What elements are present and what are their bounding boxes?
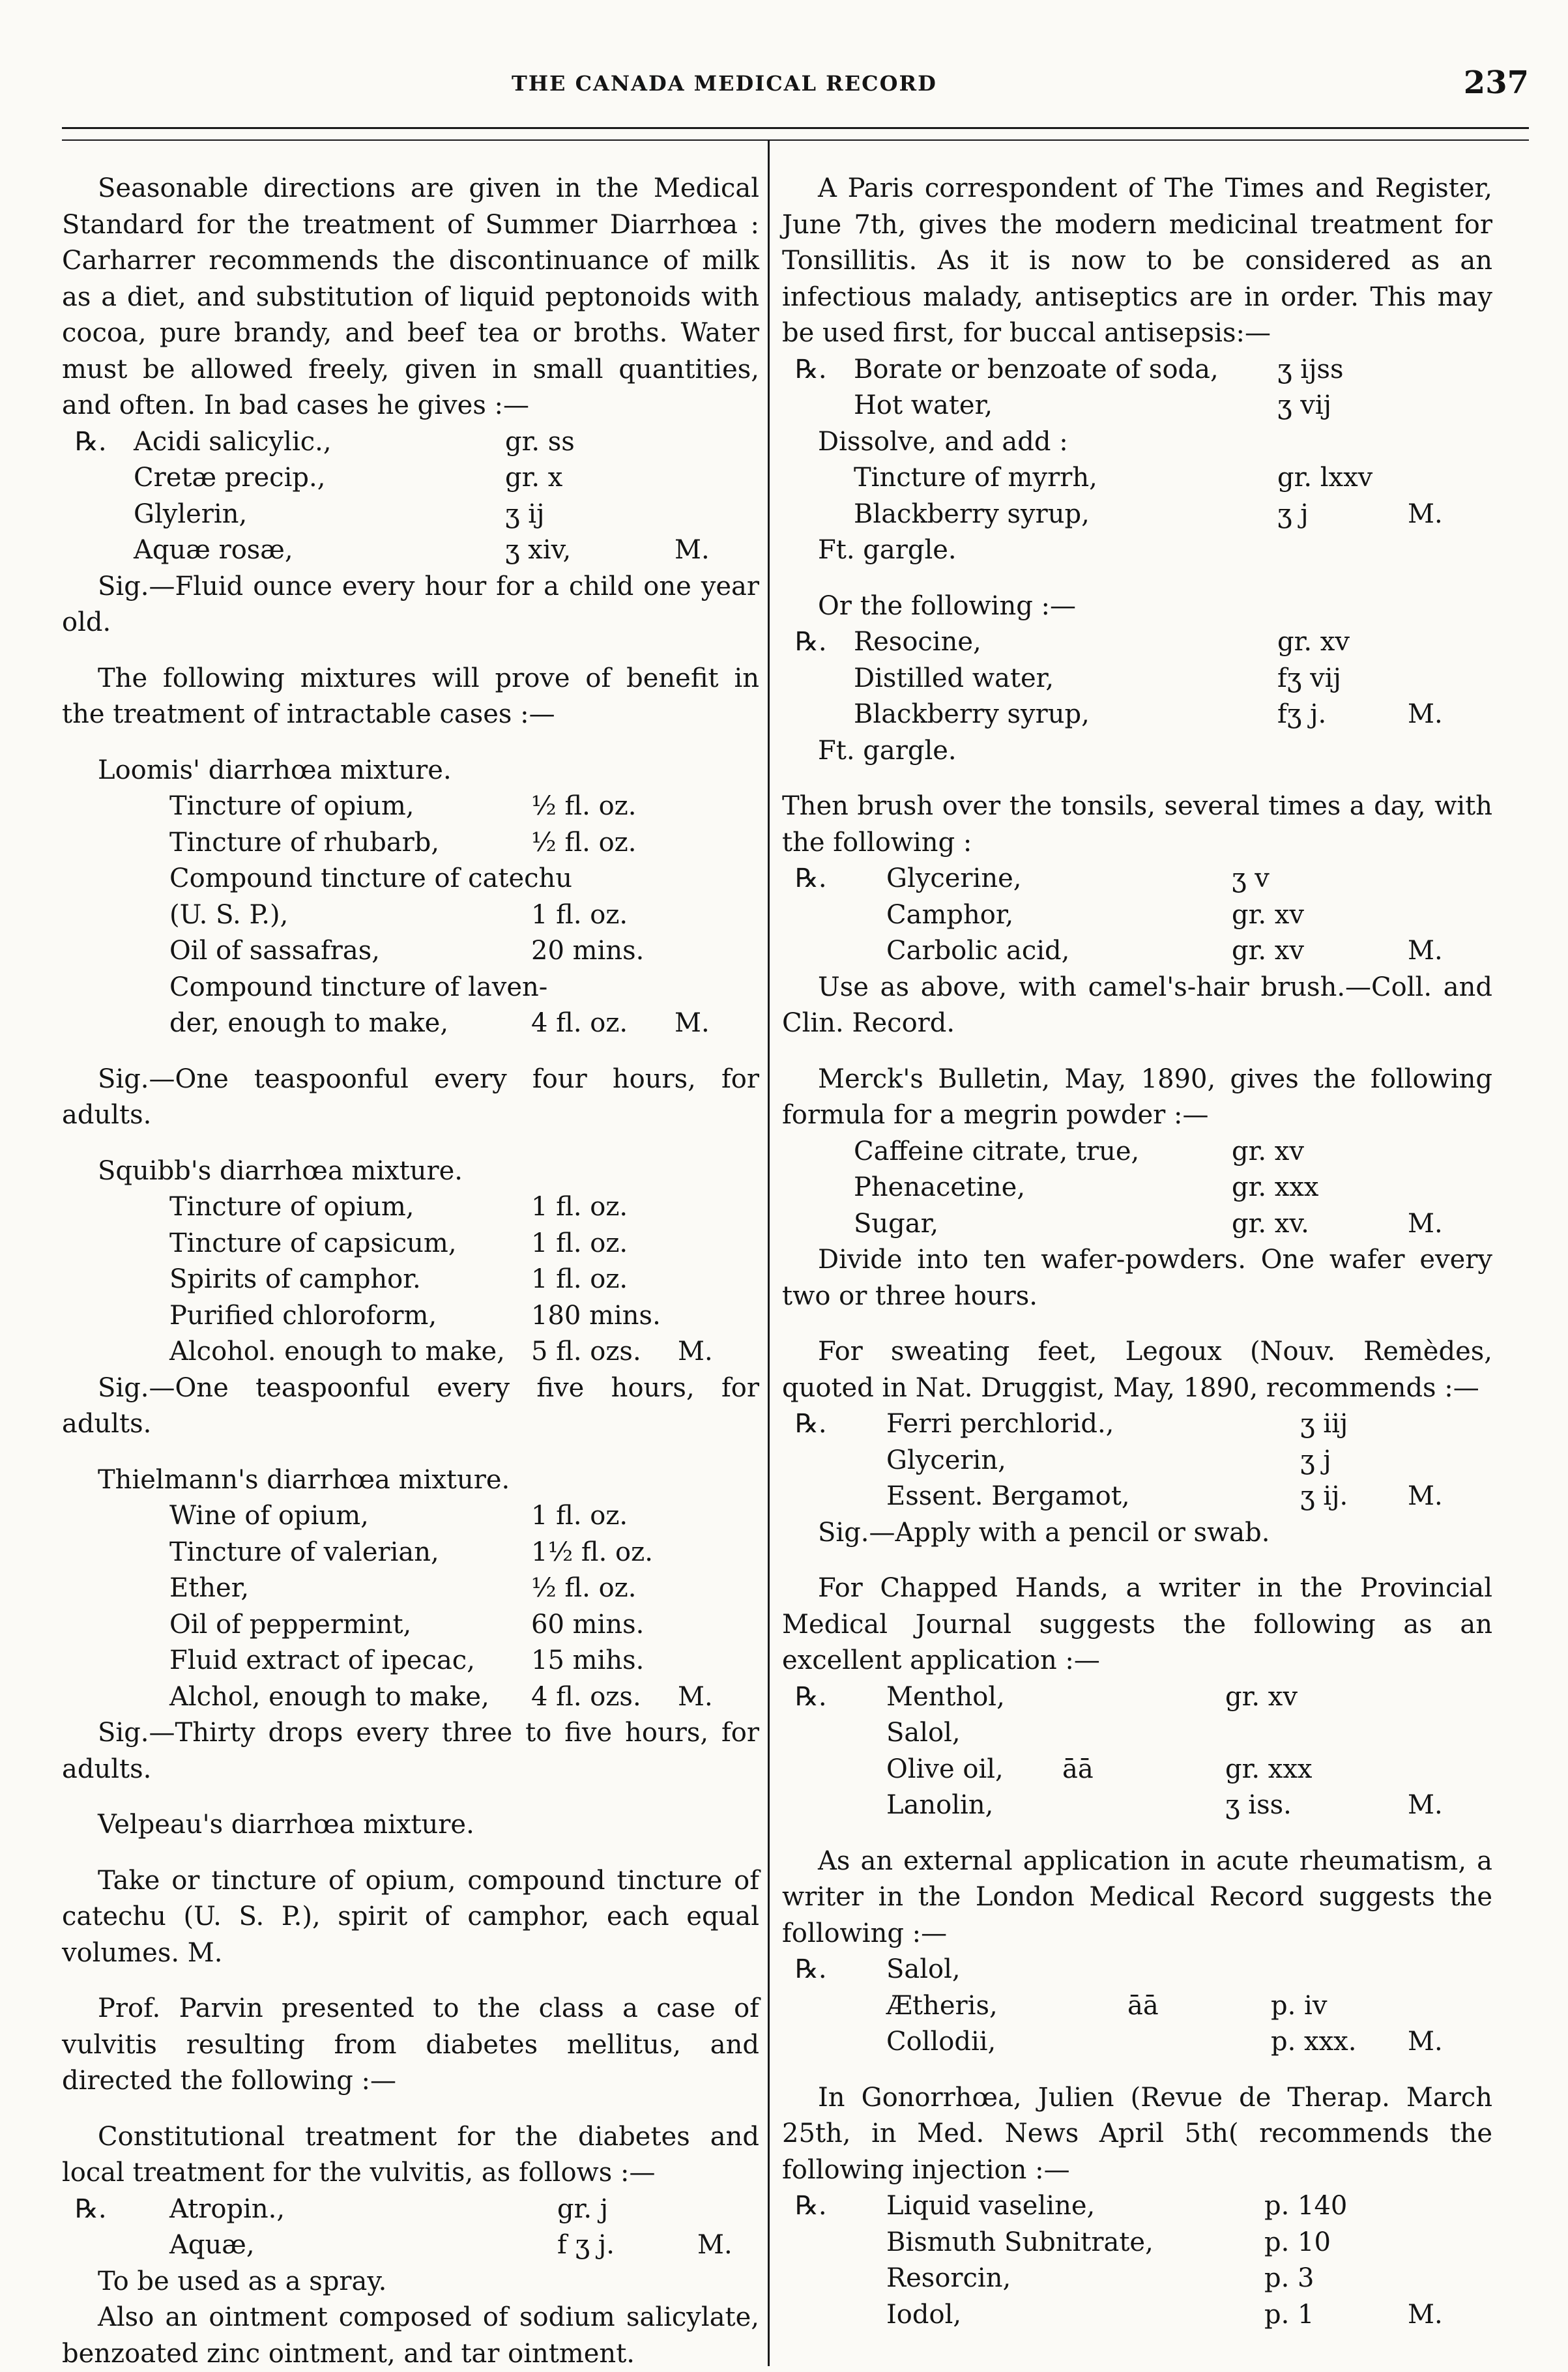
ingredient: Menthol, <box>886 1681 1005 1712</box>
paragraph: Then brush over the tonsils, several times a day, with the following : <box>782 791 1492 858</box>
dose: gr. xxx <box>1232 1172 1319 1202</box>
prescription-line <box>782 1134 1492 1170</box>
prescription-line <box>782 861 1492 897</box>
ingredient: Oil of peppermint, <box>169 1609 412 1640</box>
prescription-line <box>782 624 1492 661</box>
prescription-line <box>782 1406 1492 1443</box>
ana-mark: āā <box>1062 1754 1094 1784</box>
prescription-line <box>62 1498 759 1535</box>
prescription-line <box>62 2227 759 2264</box>
prescription-line <box>782 933 1492 970</box>
formula-title: Thielmann's diarrhœa mixture. <box>98 1464 510 1495</box>
prescription-line <box>782 1479 1492 1515</box>
ingredient: Tincture of opium, <box>169 791 414 821</box>
dose: gr. xxx <box>1225 1754 1313 1784</box>
ingredient: Borate or benzoate of soda, <box>854 354 1219 384</box>
prescription-line <box>62 933 759 970</box>
ingredient: Aquæ, <box>169 2230 255 2260</box>
dose: 1 fl. oz. <box>531 899 628 930</box>
dose: ʒ v <box>1232 863 1270 893</box>
signature-direction: Sig.—One teaspoonful every four hours, for adults. <box>62 1063 759 1130</box>
ingredient: Sugar, <box>854 1208 939 1239</box>
ingredient: Ferri perchlorid., <box>886 1409 1114 1439</box>
dose: 4 fl. ozs. <box>531 1681 641 1712</box>
prescription-line <box>782 661 1492 697</box>
prescription-line <box>62 460 759 497</box>
recipe-symbol: ℞. <box>75 2193 107 2224</box>
prescription <box>782 1952 1492 2061</box>
ingredient: Resorcin, <box>886 2263 1011 2293</box>
dose: 1½ fl. oz. <box>531 1537 653 1567</box>
paragraph: Merck's Bulletin, May, 1890, gives the following formula for a megrin powder :— <box>782 1063 1492 1130</box>
ingredient: Tincture of capsicum, <box>169 1228 457 1258</box>
dose: gr. xv <box>1277 627 1350 657</box>
prescription-line <box>62 1298 759 1335</box>
prescription-line <box>782 1752 1492 1788</box>
prescription <box>782 624 1492 733</box>
prescription-line <box>782 897 1492 934</box>
prescription-line <box>782 1787 1492 1824</box>
recipe-symbol: ℞. <box>795 354 827 384</box>
paragraph: Dissolve, and add : <box>818 426 1068 457</box>
misce-mark: M. <box>697 2230 733 2260</box>
paragraph: To be used as a spray. <box>98 2266 387 2296</box>
recipe-symbol: ℞. <box>75 426 107 457</box>
prescription <box>62 1189 759 1370</box>
dose: 15 mihs. <box>531 1645 645 1675</box>
prescription-line <box>782 1443 1492 1479</box>
prescription-line <box>62 1005 759 1042</box>
recipe-symbol: ℞. <box>795 863 827 893</box>
dose: f ʒ j. <box>557 2230 615 2260</box>
prescription-line <box>782 2297 1492 2334</box>
misce-mark: M. <box>1408 699 1443 729</box>
ingredient: Salol, <box>886 1718 961 1748</box>
signature-direction: Sig.—Apply with a pencil or swab. <box>818 1517 1270 1548</box>
ingredient: Acidi salicylic., <box>134 426 332 457</box>
dose: ʒ j <box>1277 499 1309 529</box>
ingredient: Distilled water, <box>854 663 1054 693</box>
prescription-line <box>782 497 1492 533</box>
prescription-line <box>62 861 759 897</box>
ingredient: Tincture of valerian, <box>169 1537 439 1567</box>
prescription-line <box>62 1535 759 1571</box>
misce-mark: M. <box>1408 1481 1443 1511</box>
dose: p. xxx. <box>1271 2027 1357 2057</box>
dose: p. iv <box>1271 1990 1328 2021</box>
dose: 60 mins. <box>531 1609 645 1640</box>
dose: 1 fl. oz. <box>531 1192 628 1222</box>
dose: ʒ vij <box>1277 390 1332 420</box>
header-rule-thin <box>62 139 1529 141</box>
paragraph: For Chapped Hands, a writer in the Provincial Medical Journal suggests the following as an excellent application :— <box>782 1573 1492 1675</box>
formula-title: Velpeau's diarrhœa mixture. <box>98 1810 474 1840</box>
recipe-symbol: ℞. <box>795 1954 827 1984</box>
ingredient: (U. S. P.), <box>169 899 289 930</box>
paragraph: Also an ointment composed of sodium salicylate, benzoated zinc ointment, and tar ointment. <box>62 2302 759 2369</box>
prescription <box>62 424 759 569</box>
ingredient: Olive oil, <box>886 1754 1004 1784</box>
ingredient: Wine of opium, <box>169 1501 369 1531</box>
misce-mark: M. <box>678 1681 713 1712</box>
ingredient: Phenacetine, <box>854 1172 1026 1202</box>
misce-mark: M. <box>675 535 710 565</box>
paragraph: Ft. gargle. <box>818 535 957 565</box>
recipe-symbol: ℞. <box>795 1409 827 1439</box>
prescription-line <box>782 2024 1492 2061</box>
running-head: THE CANADA MEDICAL RECORD <box>512 71 937 96</box>
ingredient: Blackberry syrup, <box>854 699 1090 729</box>
paragraph: Ft. gargle. <box>818 735 957 766</box>
dose: gr. xv <box>1232 899 1304 930</box>
dose: 1 fl. oz. <box>531 1264 628 1294</box>
paragraph: Or the following :— <box>818 590 1076 621</box>
prescription-line <box>62 1643 759 1679</box>
ingredient: Hot water, <box>854 390 993 420</box>
ingredient: Tincture of rhubarb, <box>169 827 440 858</box>
dose: ʒ j <box>1300 1445 1331 1475</box>
prescription-line <box>782 352 1492 388</box>
misce-mark: M. <box>678 1337 713 1367</box>
ingredient: Tincture of myrrh, <box>854 463 1097 493</box>
prescription-line <box>62 1262 759 1298</box>
paragraph: As an external application in acute rheumatism, a writer in the London Medical Record suggests the following :— <box>782 1845 1492 1948</box>
misce-mark: M. <box>1408 2027 1443 2057</box>
prescription <box>782 1134 1492 1243</box>
paragraph: In Gonorrhœa, Julien (Revue de Therap. March 25th, in Med. News April 5th( recommends the following injection :— <box>782 2082 1492 2185</box>
paragraph: The following mixtures will prove of benefit in the treatment of intractable cases :— <box>62 663 759 729</box>
prescription <box>782 1406 1492 1515</box>
misce-mark: M. <box>1408 1790 1443 1820</box>
prescription-line <box>62 1570 759 1607</box>
dose: 4 fl. oz. <box>531 1008 628 1038</box>
ingredient: Glycerine, <box>886 863 1022 893</box>
ingredient: Atropin., <box>169 2193 285 2224</box>
prescription-line <box>62 424 759 461</box>
ingredient: Alcohol. enough to make, <box>169 1337 505 1367</box>
signature-direction: Sig.—Thirty drops every three to five hours, for adults. <box>62 1718 759 1784</box>
dose: gr. xv <box>1232 1136 1304 1166</box>
ingredient: Ætheris, <box>886 1990 998 2021</box>
ingredient: Carbolic acid, <box>886 936 1070 966</box>
dose: p. 1 <box>1264 2299 1314 2330</box>
ingredient: Oil of sassafras, <box>169 936 380 966</box>
dose: p. 140 <box>1264 2191 1348 2221</box>
dose: p. 3 <box>1264 2263 1314 2293</box>
prescription <box>782 352 1492 424</box>
recipe-symbol: ℞. <box>795 627 827 657</box>
paragraph: Divide into ten wafer-powders. One wafer every two or three hours. <box>782 1245 1492 1311</box>
ingredient: Fluid extract of ipecac, <box>169 1645 475 1675</box>
dose: p. 10 <box>1264 2227 1331 2257</box>
paragraph: For sweating feet, Legoux (Nouv. Remèdes, quoted in Nat. Druggist, May, 1890, recommends :— <box>782 1337 1492 1403</box>
ingredient: Glycerin, <box>886 1445 1006 1475</box>
dose: 5 fl. ozs. <box>531 1337 641 1367</box>
ingredient: Compound tincture of laven- <box>169 972 548 1002</box>
ingredient: Liquid vaseline, <box>886 2191 1096 2221</box>
ingredient: Camphor, <box>886 899 1014 930</box>
prescription-line <box>62 1334 759 1370</box>
ingredient: Collodii, <box>886 2027 996 2057</box>
dose: gr. xv <box>1225 1681 1298 1712</box>
misce-mark: M. <box>1408 2299 1443 2330</box>
right-column <box>782 171 1492 2333</box>
dose: ½ fl. oz. <box>531 1573 637 1603</box>
prescription <box>62 2191 759 2264</box>
prescription <box>62 1498 759 1715</box>
dose: ʒ iss. <box>1225 1790 1292 1820</box>
prescription-line <box>782 697 1492 733</box>
prescription-line <box>62 1189 759 1226</box>
dose: gr. xv <box>1232 936 1304 966</box>
dose: 20 mins. <box>531 936 645 966</box>
paragraph: Seasonable directions are given in the Medical Standard for the treatment of Summer Diarrhœa : Carharrer recommends the discontinuance of milk as a diet, and substitution of liquid peptonoids with cocoa, pure brandy, and beef tea or broths. Water must be allowed freely, given in small quantities, and often. In bad cases he gives :— <box>62 173 759 420</box>
prescription-line <box>782 1206 1492 1243</box>
ingredient: Spirits of camphor. <box>169 1264 421 1294</box>
prescription <box>782 861 1492 970</box>
prescription-line <box>782 2188 1492 2225</box>
ingredient: Aquæ rosæ, <box>134 535 293 565</box>
dose: ʒ ij. <box>1300 1481 1348 1511</box>
dose: gr. xv. <box>1232 1208 1309 1239</box>
prescription-line <box>782 1952 1492 1988</box>
paragraph: A Paris correspondent of The Times and Register, June 7th, gives the modern medicinal treatment for Tonsillitis. As it is now to be considered as an infectious malady, antiseptics are in order. This may be used first, for buccal antisepsis:— <box>782 173 1492 348</box>
prescription-line <box>782 1679 1492 1716</box>
dose: ʒ ij <box>505 499 545 529</box>
dose: gr. j <box>557 2193 609 2224</box>
ingredient: Lanolin, <box>886 1790 994 1820</box>
misce-mark: M. <box>1408 1208 1443 1239</box>
dose: 1 fl. oz. <box>531 1228 628 1258</box>
dose: fʒ vij <box>1277 663 1341 693</box>
prescription-line <box>62 897 759 934</box>
ingredient: Salol, <box>886 1954 961 1984</box>
misce-mark: M. <box>675 1008 710 1038</box>
ingredient: Purified chloroform, <box>169 1300 437 1331</box>
dose: 180 mins. <box>531 1300 661 1331</box>
left-column <box>62 171 759 2372</box>
signature-direction: Sig.—Fluid ounce every hour for a child one year old. <box>62 571 759 637</box>
paragraph: Use as above, with camel's-hair brush.—Coll. and Clin. Record. <box>782 972 1492 1038</box>
prescription <box>782 1679 1492 1824</box>
ingredient: Iodol, <box>886 2299 962 2330</box>
dose: gr. lxxv <box>1277 463 1373 493</box>
ingredient: der, enough to make, <box>169 1008 449 1038</box>
header-rule <box>62 127 1529 129</box>
prescription-line <box>62 825 759 861</box>
paragraph: Prof. Parvin presented to the class a case of vulvitis resulting from diabetes mellitus, and directed the following :— <box>62 1993 759 2096</box>
prescription-line <box>62 1679 759 1716</box>
dose: ʒ ijss <box>1277 354 1344 384</box>
dose: 1 fl. oz. <box>531 1501 628 1531</box>
prescription-line <box>62 970 759 1006</box>
dose: ʒ iij <box>1300 1409 1348 1439</box>
prescription <box>62 788 759 1042</box>
formula-title: Squibb's diarrhœa mixture. <box>98 1155 463 1186</box>
ingredient: Cretæ precip., <box>134 463 326 493</box>
paragraph: Constitutional treatment for the diabetes and local treatment for the vulvitis, as follows :— <box>62 2121 759 2188</box>
prescription-line <box>62 2191 759 2228</box>
recipe-symbol: ℞. <box>795 2191 827 2221</box>
dose: gr. x <box>505 463 563 493</box>
ingredient: Glylerin, <box>134 499 248 529</box>
prescription <box>782 2188 1492 2333</box>
prescription-line <box>782 1170 1492 1206</box>
dose: gr. ss <box>505 426 575 457</box>
formula-title: Loomis' diarrhœa mixture. <box>98 755 452 785</box>
prescription-line <box>782 460 1492 497</box>
prescription-line <box>62 1226 759 1262</box>
paragraph: Take or tincture of opium, compound tincture of catechu (U. S. P.), spirit of camphor, each equal volumes. M. <box>62 1865 759 1968</box>
page-number: 237 <box>1463 65 1529 101</box>
prescription-line <box>62 1607 759 1643</box>
prescription-line <box>62 788 759 825</box>
prescription-line <box>782 1988 1492 2025</box>
dose: fʒ j. <box>1277 699 1327 729</box>
recipe-symbol: ℞. <box>795 1681 827 1712</box>
ingredient: Ether, <box>169 1573 250 1603</box>
ingredient: Blackberry syrup, <box>854 499 1090 529</box>
ingredient: Essent. Bergamot, <box>886 1481 1130 1511</box>
signature-direction: Sig.—One teaspoonful every five hours, for adults. <box>62 1372 759 1439</box>
prescription-line <box>62 532 759 569</box>
ingredient: Caffeine citrate, true, <box>854 1136 1140 1166</box>
column-divider <box>768 141 770 2366</box>
ingredient: Tincture of opium, <box>169 1192 414 1222</box>
dose: ½ fl. oz. <box>531 791 637 821</box>
prescription-line <box>782 2261 1492 2297</box>
dose: ½ fl. oz. <box>531 827 637 858</box>
prescription-line <box>62 497 759 533</box>
ingredient: Compound tincture of catechu <box>169 863 573 893</box>
prescription-line <box>782 1715 1492 1752</box>
ana-mark: āā <box>1127 1990 1159 2021</box>
prescription-line <box>782 388 1492 424</box>
dose: ʒ xiv, <box>505 535 572 565</box>
ingredient: Alchol, enough to make, <box>169 1681 489 1712</box>
misce-mark: M. <box>1408 936 1443 966</box>
ingredient: Bismuth Subnitrate, <box>886 2227 1154 2257</box>
prescription-line <box>782 2225 1492 2261</box>
page-header <box>62 62 1529 101</box>
misce-mark: M. <box>1408 499 1443 529</box>
prescription <box>782 460 1492 532</box>
ingredient: Resocine, <box>854 627 981 657</box>
